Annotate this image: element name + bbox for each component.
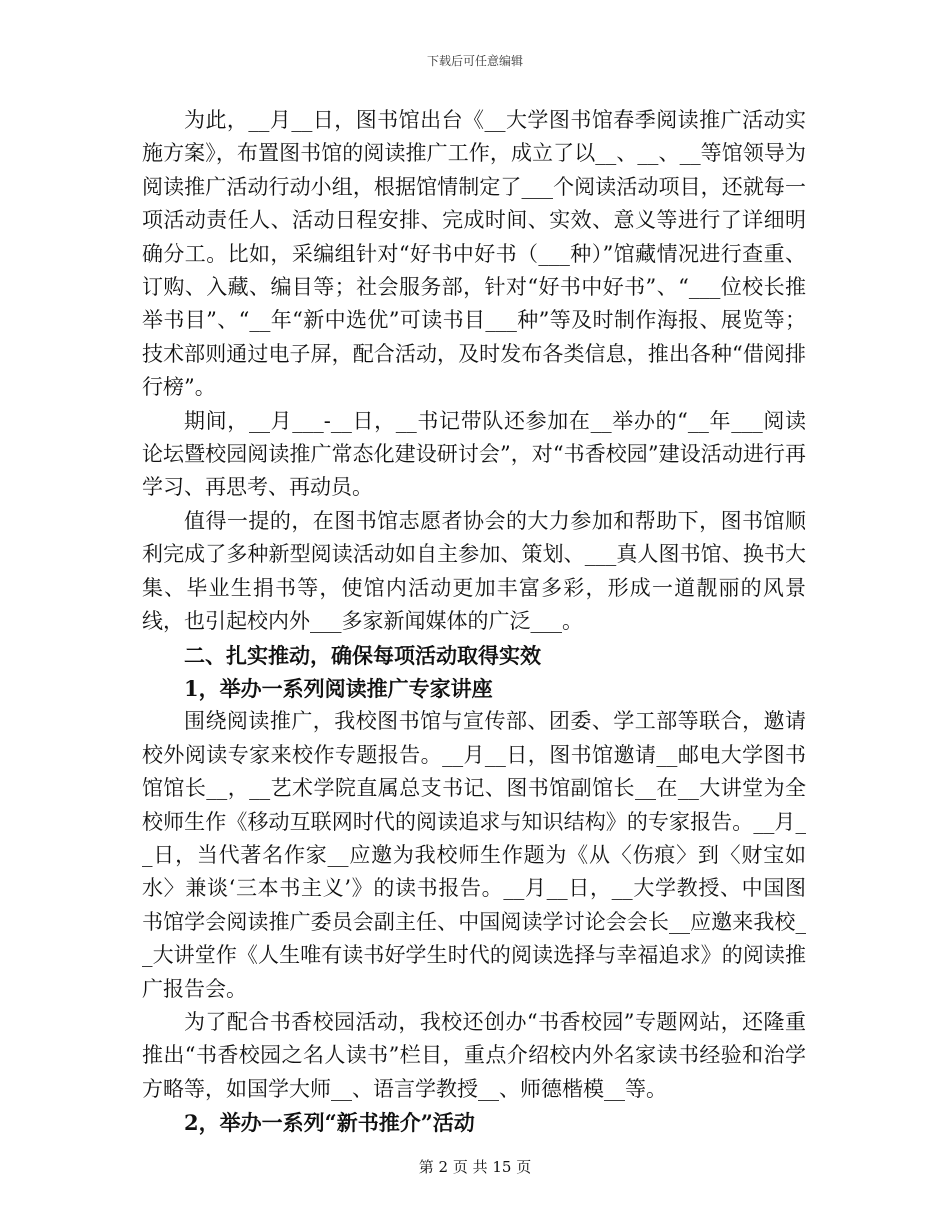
subheading-expert-lectures: 1，举办一系列阅读推广专家讲座 <box>184 675 493 701</box>
section-heading-promotion: 二、扎实推动，确保每项活动取得实效 <box>184 642 541 668</box>
document-body <box>142 104 806 1140</box>
paragraph-expert-lectures: 围绕阅读推广，我校图书馆与宣传部、团委、学工部等联合，邀请校外阅读专家来校作专题报告。__月__日，图书馆邀请__邮电大学图书馆馆长__，__艺术学院直属总支书记、图书馆副馆长__在__大讲堂为全校师生作《移动互联网时代的阅读追求与知识结构》的专家报告。__月__日，当代著名作家__应邀为我校师生作题为《从〈伤痕〉到〈财宝如水〉兼谈‘三本书主义’》的读书报告。__月__日，__大学教授、中国图书馆学会阅读推广委员会副主任、中国阅读学讨论会会长__应邀来我校__大讲堂作《人生唯有读书好学生时代的阅读选择与幸福追求》的阅读推广报告会。 <box>142 709 806 1001</box>
page-header: 下载后可任意编辑 <box>426 54 523 68</box>
paragraph-implementation-plan: 为此，__月__日，图书馆出台《__大学图书馆春季阅读推广活动实施方案》，布置图书馆的阅读推广工作，成立了以__、__、__等馆领导为阅读推广活动行动小组，根据馆情制定了___个阅读活动项目，还就每一项活动责任人、活动日程安排、完成时间、实效、意义等进行了详细明确分工。比如，采编组针对“好书中好书（___种）”馆藏情况进行查重、订购、入藏、编目等；社会服务部，针对“好书中好书”、“___位校长推举书目”、“__年“新中选优”可读书目___种”等及时制作海报、展览等；技术部则通过电子屏，配合活动，及时发布各类信息，推出各种“借阅排行榜”。 <box>142 108 806 400</box>
paragraph-website: 为了配合书香校园活动，我校还创办“书香校园”专题网站，还隆重推出“书香校园之名人读书”栏目，重点介绍校内外名家读书经验和治学方略等，如国学大师__、语言学教授__、师德楷模__等。 <box>142 1009 806 1101</box>
subheading-new-book-recommendation: 2，举办一系列“新书推介”活动 <box>184 1110 475 1136</box>
paragraph-volunteer-activities: 值得一提的，在图书馆志愿者协会的大力参加和帮助下，图书馆顺利完成了多种新型阅读活动如自主参加、策划、___真人图书馆、换书大集、毕业生捐书等，使馆内活动更加丰富多彩，形成一道靓丽的风景线，也引起校内外___多家新闻媒体的广泛___。 <box>142 508 806 634</box>
page-footer-page-number: 第 2 页 共 15 页 <box>418 1158 532 1176</box>
paragraph-forum-attendance: 期间，__月___-__日，__书记带队还参加在__举办的“__年___阅读论坛暨校园阅读推广常态化建设研讨会”，对“书香校园”建设活动进行再学习、再思考、再动员。 <box>142 408 806 500</box>
